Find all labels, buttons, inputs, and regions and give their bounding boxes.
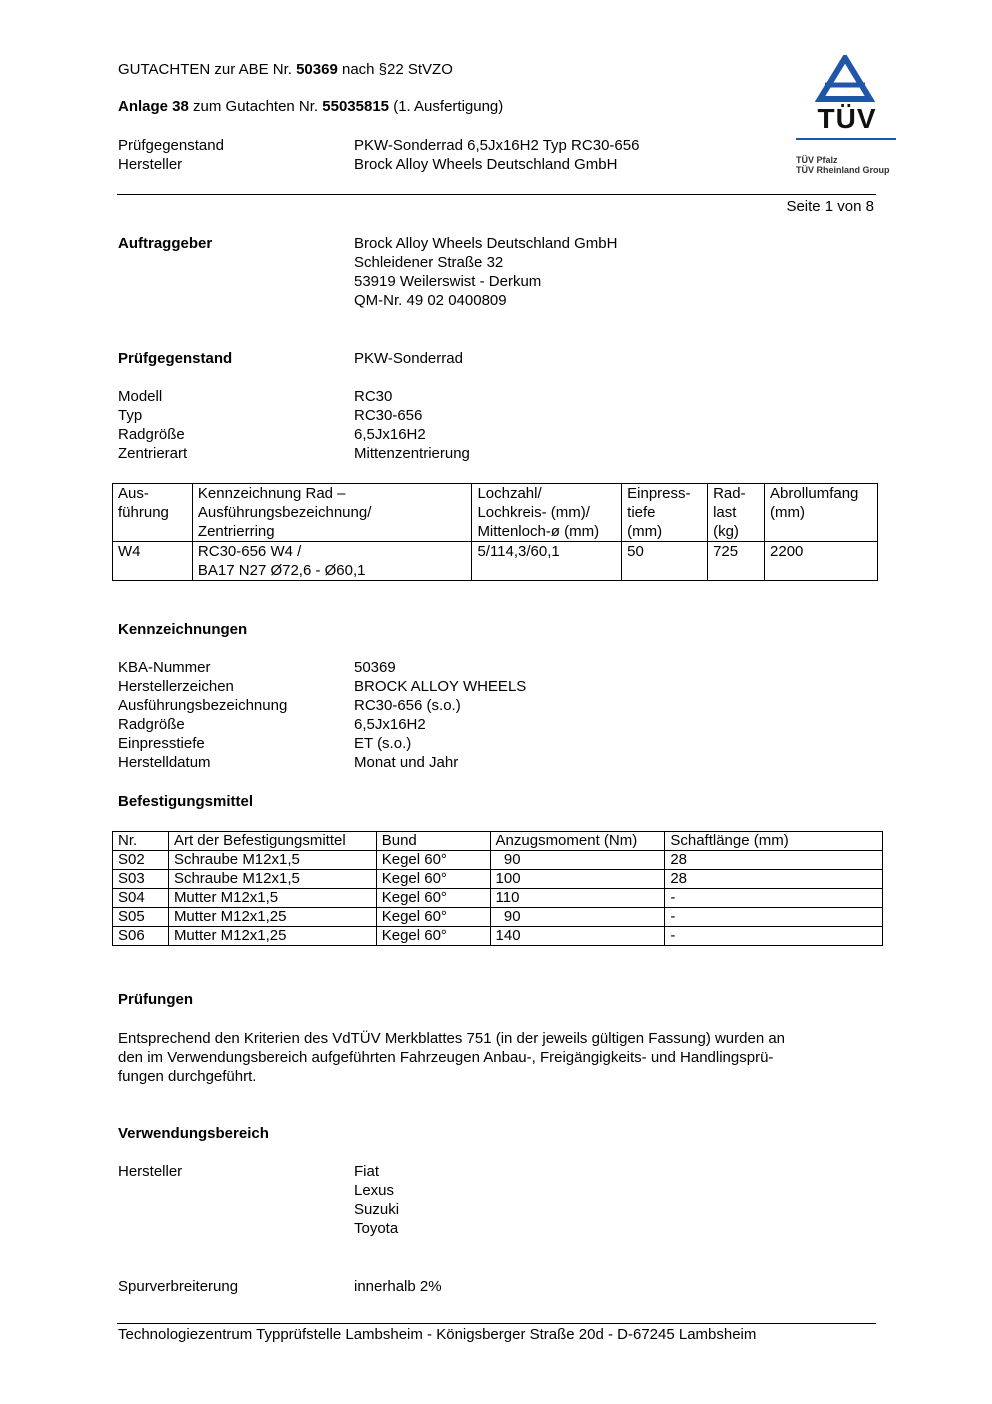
table-cell: 50 — [622, 542, 708, 581]
kennzeichnung-row — [118, 734, 526, 753]
kennzeichnung-value: RC30-656 (s.o.) — [354, 697, 461, 714]
paragraph-line: Entsprechend den Kriterien des VdTÜV Merkblattes 751 (in der jeweils gültigen Fassung) wurden an — [118, 1030, 786, 1047]
logo-rule — [796, 138, 896, 140]
table-cell: S04 — [113, 889, 169, 908]
detail-value: Mittenzentrierung — [354, 445, 470, 462]
table-cell: Kegel 60° — [376, 870, 490, 889]
kennzeichnung-value: 50369 — [354, 659, 396, 676]
header-row-value: Brock Alloy Wheels Deutschland GmbH — [354, 156, 618, 173]
footer-text: Technologiezentrum Typprüfstelle Lambsheim - Königsberger Straße 20d - D-67245 Lambsheim — [118, 1326, 757, 1343]
kennzeichnung-label: Radgröße — [118, 716, 185, 733]
table-cell: Mutter M12x1,5 — [168, 889, 376, 908]
table-cell: 28 — [665, 870, 883, 889]
pruefgegenstand-heading: Prüfgegenstand — [118, 350, 233, 367]
list-item: Suzuki — [354, 1201, 400, 1218]
tuev-logo — [793, 55, 903, 180]
kennzeichnung-row — [118, 677, 526, 696]
detail-label: Modell — [118, 388, 163, 405]
table-cell: S02 — [113, 851, 169, 870]
logo-sub-1: TÜV Pfalz — [796, 155, 838, 165]
header-line-1 — [118, 60, 453, 79]
header-cell: Aus- führung — [113, 484, 193, 542]
table-cell: - — [665, 889, 883, 908]
anlage-label: Anlage 38 — [118, 98, 189, 115]
detail-row — [118, 406, 470, 425]
kennzeichnung-row — [118, 753, 526, 772]
pruefungen-text — [118, 1029, 785, 1086]
paragraph-line: fungen durchgeführt. — [118, 1068, 257, 1085]
header-row-hersteller — [118, 155, 617, 174]
header-cell: Art der Befestigungsmittel — [168, 832, 376, 851]
header-row-pruefgegenstand — [118, 136, 639, 155]
table-cell: 725 — [708, 542, 765, 581]
table-cell: S03 — [113, 870, 169, 889]
header-row-label: Prüfgegenstand — [118, 137, 224, 154]
befestigung-table — [112, 831, 883, 946]
page-indicator: Seite 1 von 8 — [786, 198, 874, 215]
abe-number: 50369 — [296, 61, 338, 78]
table-cell: Mutter M12x1,25 — [168, 908, 376, 927]
table-cell: - — [665, 927, 883, 946]
address-line: Brock Alloy Wheels Deutschland GmbH — [354, 235, 618, 252]
address-line: QM-Nr. 49 02 0400809 — [354, 292, 507, 309]
header-cell: Kennzeichnung Rad – Ausführungsbezeichnung/ Zentrierring — [192, 484, 472, 542]
table-header-row — [113, 832, 883, 851]
logo-sub-2: TÜV Rheinland Group — [796, 165, 890, 175]
header-cell: Bund — [376, 832, 490, 851]
auftraggeber-address — [354, 234, 617, 310]
kennzeichnungen-heading: Kennzeichnungen — [118, 621, 248, 638]
table-cell: 100 — [490, 870, 665, 889]
pruefgegenstand-value: PKW-Sonderrad — [354, 350, 463, 367]
table-cell: Mutter M12x1,25 — [168, 927, 376, 946]
detail-row — [118, 444, 470, 463]
tuev-triangle-icon — [815, 55, 875, 103]
table-cell: Kegel 60° — [376, 908, 490, 927]
detail-row — [118, 425, 470, 444]
kennzeichnung-label: Herstellerzeichen — [118, 678, 234, 695]
table-cell: 90 — [490, 908, 665, 927]
header-line-2-post: (1. Ausfertigung) — [393, 98, 504, 115]
detail-value: RC30-656 — [354, 407, 423, 424]
kennzeichnung-value: Monat und Jahr — [354, 754, 459, 771]
table-row — [113, 927, 883, 946]
table-cell: - — [665, 908, 883, 927]
hersteller-list — [354, 1162, 399, 1238]
header-cell: Nr. — [113, 832, 169, 851]
table-cell: Kegel 60° — [376, 889, 490, 908]
table-cell: RC30-656 W4 / BA17 N27 Ø72,6 - Ø60,1 — [192, 542, 472, 581]
ausfuehrung-table — [112, 483, 878, 581]
kennzeichnung-label: Einpresstiefe — [118, 735, 205, 752]
address-line: 53919 Weilerswist - Derkum — [354, 273, 542, 290]
spurverbreiterung-label: Spurverbreiterung — [118, 1278, 239, 1295]
table-cell: W4 — [113, 542, 193, 581]
table-row — [113, 870, 883, 889]
header-cell: Lochzahl/ Lochkreis- (mm)/ Mittenloch-ø (mm) — [472, 484, 622, 542]
header-line-2 — [118, 97, 503, 116]
address-line: Schleidener Straße 32 — [354, 254, 504, 271]
detail-value: 6,5Jx16H2 — [354, 426, 426, 443]
table-cell: Schraube M12x1,5 — [168, 870, 376, 889]
header-cell: Rad- last (kg) — [708, 484, 765, 542]
kennzeichnung-label: KBA-Nummer — [118, 659, 211, 676]
table-cell: 90 — [490, 851, 665, 870]
kennzeichnung-value: ET (s.o.) — [354, 735, 412, 752]
logo-brand: TÜV — [817, 103, 877, 134]
header-line-2-mid: zum Gutachten Nr. — [193, 98, 319, 115]
pruefgegenstand-heading-row — [118, 349, 463, 368]
detail-row — [118, 387, 470, 406]
table-cell: 2200 — [765, 542, 878, 581]
header-cell: Abrollumfang (mm) — [765, 484, 878, 542]
table-cell: Kegel 60° — [376, 851, 490, 870]
kennzeichnung-label: Herstelldatum — [118, 754, 211, 771]
gutachten-number: 55035815 — [322, 98, 390, 115]
pruefungen-heading: Prüfungen — [118, 991, 193, 1008]
paragraph-line: den im Verwendungsbereich aufgeführten Fahrzeugen Anbau-, Freigängigkeits- und Handlingsprü- — [118, 1049, 774, 1066]
table-row — [113, 908, 883, 927]
header-divider — [117, 194, 876, 195]
header-line-1-post: nach §22 StVZO — [341, 61, 453, 78]
pruefgegenstand-details — [118, 387, 470, 463]
kennzeichnung-value: 6,5Jx16H2 — [354, 716, 426, 733]
hersteller-label: Hersteller — [118, 1163, 183, 1180]
list-item: Fiat — [354, 1163, 380, 1180]
table-cell: Kegel 60° — [376, 927, 490, 946]
detail-label: Radgröße — [118, 426, 185, 443]
table-cell: 110 — [490, 889, 665, 908]
list-item: Lexus — [354, 1182, 395, 1199]
detail-label: Typ — [118, 407, 143, 424]
header-line-1-pre: GUTACHTEN zur ABE Nr. — [118, 61, 292, 78]
spurverbreiterung-value: innerhalb 2% — [354, 1278, 442, 1295]
table-cell: S05 — [113, 908, 169, 927]
kennzeichnung-row — [118, 715, 526, 734]
table-cell: 5/114,3/60,1 — [472, 542, 622, 581]
kennzeichnungen-list — [118, 658, 526, 772]
kennzeichnung-row — [118, 658, 526, 677]
table-cell: 140 — [490, 927, 665, 946]
table-cell: 28 — [665, 851, 883, 870]
kennzeichnung-label: Ausführungsbezeichnung — [118, 697, 288, 714]
header-cell: Schaftlänge (mm) — [665, 832, 883, 851]
header-row-label: Hersteller — [118, 156, 183, 173]
header-row-value: PKW-Sonderrad 6,5Jx16H2 Typ RC30-656 — [354, 137, 640, 154]
detail-label: Zentrierart — [118, 445, 188, 462]
table-cell: S06 — [113, 927, 169, 946]
auftraggeber-heading: Auftraggeber — [118, 235, 213, 252]
header-cell: Einpress- tiefe (mm) — [622, 484, 708, 542]
footer-divider — [117, 1323, 876, 1324]
table-cell: Schraube M12x1,5 — [168, 851, 376, 870]
spurverbreiterung-row — [118, 1277, 442, 1296]
table-row — [113, 542, 878, 581]
list-item: Toyota — [354, 1220, 399, 1237]
kennzeichnung-value: BROCK ALLOY WHEELS — [354, 678, 527, 695]
detail-value: RC30 — [354, 388, 393, 405]
table-header-row — [113, 484, 878, 542]
header-cell: Anzugsmoment (Nm) — [490, 832, 665, 851]
table-row — [113, 851, 883, 870]
befestigung-heading: Befestigungsmittel — [118, 793, 254, 810]
kennzeichnung-row — [118, 696, 526, 715]
table-row — [113, 889, 883, 908]
verwendungsbereich-heading: Verwendungsbereich — [118, 1125, 269, 1142]
